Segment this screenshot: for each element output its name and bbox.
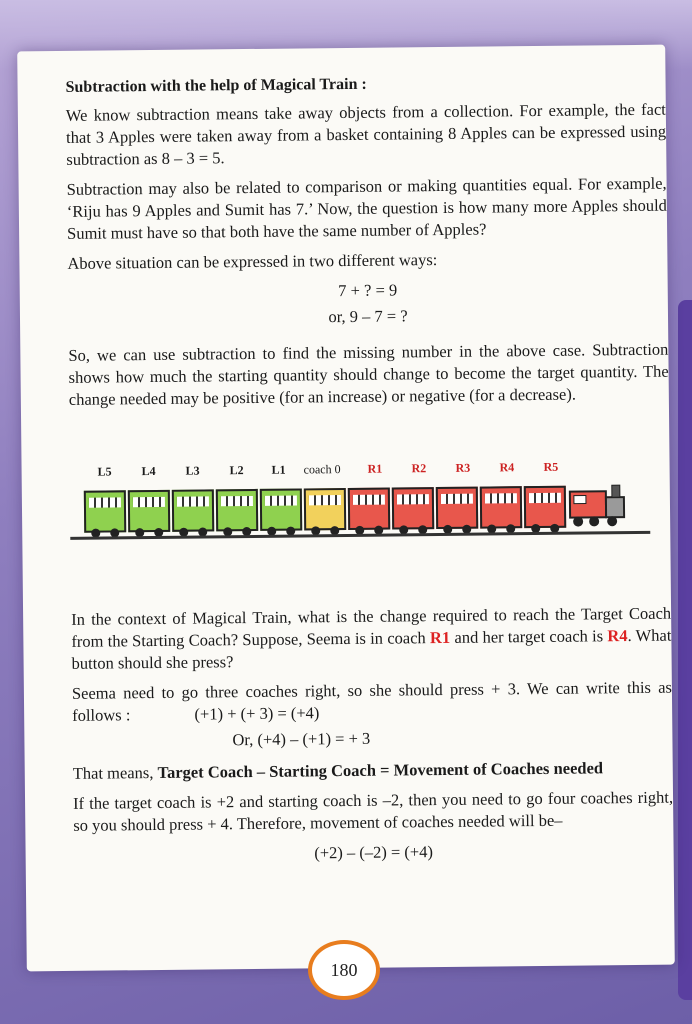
p7-text-b: Target Coach – Starting Coach = Movement of Coaches needed [157, 758, 604, 782]
p5-r4: R4 [607, 626, 628, 646]
equation-1: 7 + ? = 9 [338, 280, 398, 301]
page-number: 180 [308, 940, 380, 1000]
coach-r1 [348, 488, 390, 530]
label-r1: R1 [367, 461, 383, 476]
paragraph-8: If the target coach is +2 and starting coach is –2, then you need to go four coaches right, so you should press + 4. Therefore, movement of coaches needed will be– [72, 787, 674, 835]
section-heading: Subtraction with the help of Magical Train : [65, 75, 367, 96]
label-coach-0: coach 0 [303, 462, 341, 477]
paragraph-5 [71, 603, 672, 675]
equation-2: or, 9 – 7 = ? [328, 306, 408, 327]
paragraph-3: Above situation can be expressed in two different ways: [67, 250, 438, 273]
coach-r2 [392, 487, 434, 529]
coach-l1 [260, 488, 302, 530]
label-r5: R5 [543, 459, 559, 474]
label-l1: L1 [271, 462, 286, 477]
p6-text: Seema need to go three coaches right, so she should press + 3. We can write this as follows : [71, 677, 672, 725]
paragraph-2: Subtraction may also be related to comparison or making quantities equal. For example, ‘Riju has 9 Apples and Sumit has 7.’ Now, the question is how many more Apples should Sumit must have so that both have the same number of Apples? [66, 173, 667, 243]
paragraph-1: We know subtraction means take away objects from a collection. For example, the fact that 3 Apples were taken away from a basket containing 8 Apples can be expressed using subtraction as 8 – 3 = 5. [65, 99, 667, 169]
p5-text-b: and her target coach is [450, 626, 608, 647]
label-r2: R2 [411, 461, 427, 476]
p5-text-c: . What button should she press? [71, 625, 672, 673]
p7-text-a: That means, [72, 762, 158, 783]
label-l2: L2 [229, 463, 244, 478]
coach-l3 [172, 489, 214, 531]
coach-l5 [84, 490, 126, 532]
coach-r4 [480, 486, 522, 528]
p6-equation: (+1) + (+ 3) = (+4) [194, 703, 320, 724]
label-l4: L4 [141, 463, 156, 479]
equation-3: Or, (+4) – (+1) = + 3 [232, 728, 371, 750]
coach-l2 [216, 489, 258, 531]
magical-train [69, 455, 670, 571]
page-content [65, 71, 673, 871]
paragraph-6 [72, 677, 672, 727]
label-l3: L3 [185, 463, 200, 478]
paragraph-4: So, we can use subtraction to find the missing number in the above case. Subtraction shows how much the starting quantity should change to become the target quantity. The change needed may be positive (for an increase) or negative (for a decrease). [68, 339, 669, 409]
coach-l4 [128, 490, 170, 532]
coach-r3 [436, 487, 478, 529]
paragraph-7 [73, 757, 673, 785]
p5-r1: R1 [429, 627, 451, 648]
coach-0 [304, 488, 346, 530]
equation-4: (+2) – (–2) = (+4) [314, 842, 434, 863]
p5-text-a: In the context of Magical Train, what is the change required to reach the Target Coach from the Starting Coach? Suppose, Seema is in coach [71, 603, 672, 651]
coach-r5 [524, 486, 566, 528]
book-page [17, 45, 675, 972]
side-band [678, 300, 692, 1000]
label-l5: L5 [97, 464, 112, 479]
label-r3: R3 [455, 460, 471, 475]
label-r4: R4 [499, 460, 515, 475]
engine-icon [568, 477, 629, 528]
